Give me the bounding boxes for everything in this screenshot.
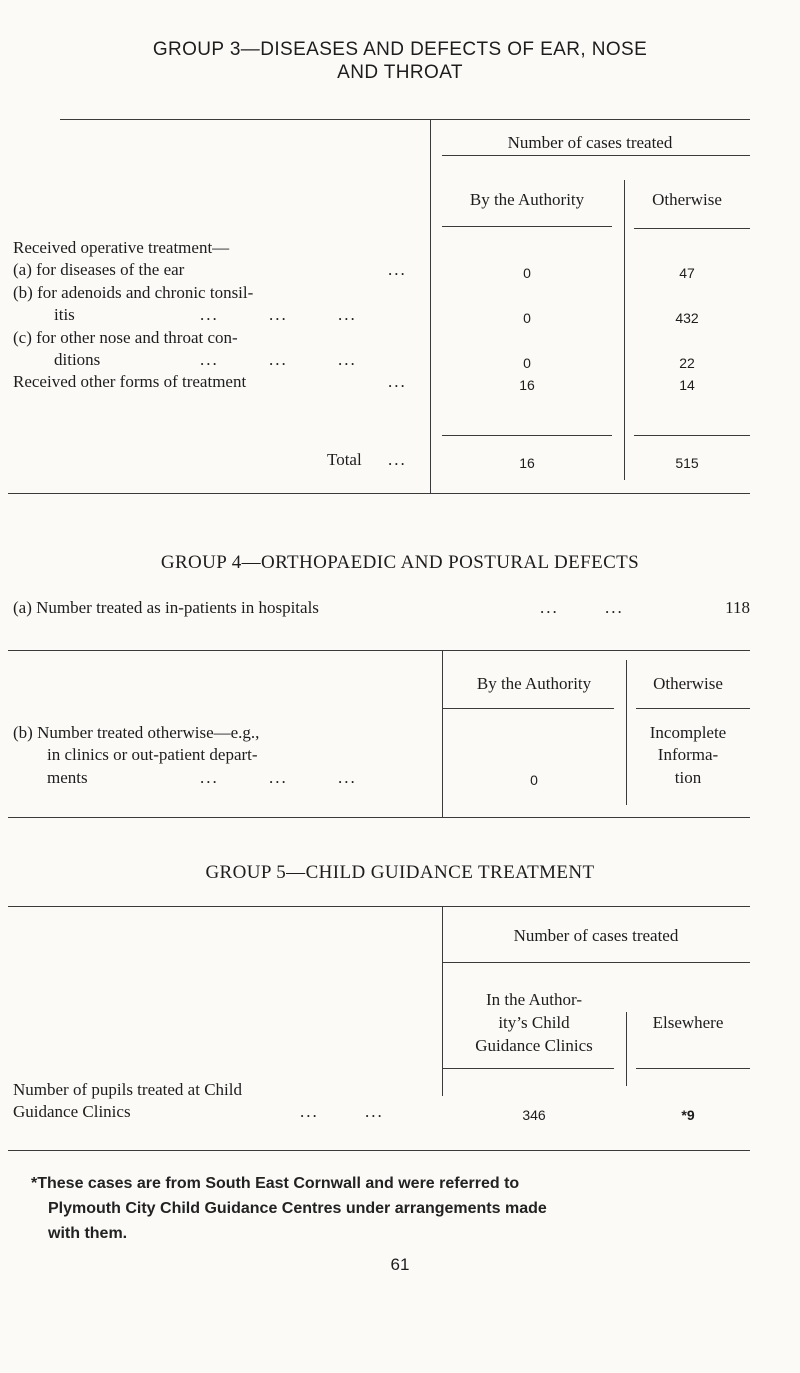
value-authority: 0 (523, 355, 531, 371)
group4-title: GROUP 4—ORTHOPAEDIC AND POSTURAL DEFECTS (160, 552, 640, 573)
total-otherwise: 515 (675, 455, 699, 471)
value-authority: 0 (523, 265, 531, 281)
group5-elsewhere-value: *9 (681, 1107, 695, 1123)
group3-top-rule (60, 119, 750, 120)
group5-row-line2: Guidance Clinics (13, 1102, 131, 1121)
value-otherwise: 22 (679, 355, 695, 371)
group5-header-rule (442, 962, 750, 963)
group5-authority-value: 346 (522, 1107, 546, 1123)
group4-subheader-rule-2 (636, 708, 750, 709)
group3-bottom-rule (8, 493, 750, 494)
footnote-line3: with them. (48, 1225, 128, 1242)
row-label: Received other forms of treatment (13, 372, 247, 391)
total-label: Total (327, 450, 362, 469)
group3-col-authority: By the Authority (469, 190, 585, 209)
group3-col-otherwise: Otherwise (652, 190, 722, 209)
value-otherwise: 47 (679, 265, 695, 281)
group4-line-a-value: 118 (725, 598, 750, 617)
group4-col-authority: By the Authority (476, 674, 592, 693)
row-label: (c) for other nose and throat con- (13, 328, 238, 347)
leader-dots: ... (388, 372, 407, 391)
group3-total-rule-1 (442, 435, 612, 436)
group3-col-divider-mid (624, 180, 625, 480)
row-label-cont: ditions (54, 350, 101, 369)
page-number: 61 (390, 1255, 410, 1274)
group3-section-label: Received operative treatment— (13, 238, 230, 257)
row-label: (a) for diseases of the ear (13, 260, 185, 279)
value-otherwise: 432 (675, 310, 699, 326)
leader-dots: ... ... (300, 1102, 384, 1121)
group4-row-b-authority: 0 (530, 772, 538, 788)
value-otherwise: 14 (679, 377, 695, 393)
group5-bottom-rule (8, 1150, 750, 1151)
footnote-line1: *These cases are from South East Cornwall and were referred to (31, 1175, 520, 1192)
group5-title: GROUP 5—CHILD GUIDANCE TREATMENT (205, 862, 595, 883)
leader-dots: ... ... ... (200, 350, 357, 369)
group4-subheader-rule-1 (442, 708, 614, 709)
group5-row-line1: Number of pupils treated at Child (13, 1080, 242, 1099)
leader-dots: ... ... (540, 598, 624, 617)
group3-header-main: Number of cases treated (507, 133, 673, 152)
group4-row-b-otherwise-line2: Informa- (657, 745, 719, 764)
leader-dots: ... ... ... (200, 305, 357, 324)
group4-row-b-line3: ments (47, 768, 88, 787)
footnote-line2: Plymouth City Child Guidance Centres under arrangements made (48, 1200, 547, 1217)
group4-bottom-rule (8, 817, 750, 818)
group3-total-rule-2 (634, 435, 750, 436)
group5-top-rule (8, 906, 750, 907)
value-authority: 16 (519, 377, 535, 393)
group5-subheader-rule-2 (636, 1068, 750, 1069)
group4-line-a-label: (a) Number treated as in-patients in hospitals (13, 598, 319, 617)
group4-col-otherwise: Otherwise (653, 674, 723, 693)
row-label: (b) for adenoids and chronic tonsil- (13, 283, 254, 302)
group4-row-b-line1: (b) Number treated otherwise—e.g., (13, 723, 260, 742)
group5-col-authority-line3: Guidance Clinics (475, 1036, 593, 1055)
leader-dots: ... ... ... (200, 768, 357, 787)
leader-dots: ... (388, 450, 407, 469)
group3-subheader-rule-1 (442, 226, 612, 227)
value-authority: 0 (523, 310, 531, 326)
group5-col-authority-line2: ity’s Child (498, 1013, 570, 1032)
group4-row-b-otherwise-line3: tion (674, 768, 702, 787)
total-authority: 16 (519, 455, 535, 471)
group5-header-main: Number of cases treated (513, 926, 679, 945)
leader-dots: ... (388, 260, 407, 279)
group3-col-divider-left (430, 119, 431, 494)
group4-row-b-line2: in clinics or out-patient depart- (47, 745, 258, 764)
row-label-cont: itis (54, 305, 75, 324)
group3-header-rule (442, 155, 750, 156)
group3-title-line1: GROUP 3—DISEASES AND DEFECTS OF EAR, NOSE (152, 39, 648, 60)
group3-subheader-rule-2 (634, 228, 750, 229)
group5-col-elsewhere: Elsewhere (652, 1013, 724, 1032)
group4-row-b-otherwise-line1: Incomplete (649, 723, 727, 742)
group4-top-rule (8, 650, 750, 651)
group5-col-authority-line1: In the Author- (486, 990, 582, 1009)
group3-title-line2: AND THROAT (337, 62, 463, 83)
group5-subheader-rule-1 (442, 1068, 614, 1069)
